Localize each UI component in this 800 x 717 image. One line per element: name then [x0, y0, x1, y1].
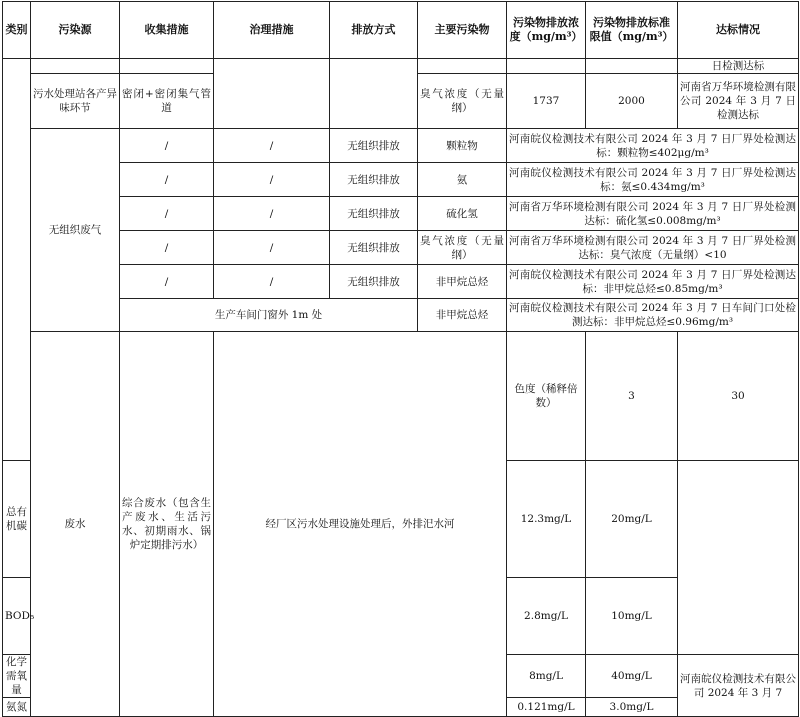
cell-status: 日检测达标 — [678, 59, 799, 74]
table-row — [3, 129, 799, 163]
cell-discharge: 无组织排放 — [330, 129, 418, 163]
cell-status: 河南皖仪检测技术有限公司 2024 年 3 月 7 — [678, 655, 799, 717]
cell-status: 河南皖仪检测技术有限公司 2024 年 3 月 7 日车间门口处检测达标：非甲烷总烃≤0.96mg/m³ — [507, 299, 799, 332]
category-cell-exhaust — [3, 59, 31, 461]
cell-pollutant: 非甲烷总烃 — [418, 299, 507, 332]
cell-status: 河南皖仪检测技术有限公司 2024 年 3 月 7 日厂界处检测达标：非甲烷总烃≤0.85mg/m³ — [507, 265, 799, 299]
cell-treatment: / — [214, 163, 330, 197]
cell-collection: / — [120, 163, 214, 197]
cell-pollutant: 氨氮 — [3, 698, 31, 717]
cell-collection — [120, 59, 214, 74]
cell-workshop-measure: 生产车间门窗外 1m 处 — [120, 299, 418, 332]
header-row — [3, 2, 799, 59]
cell-pollutant: 化学需氧量 — [3, 655, 31, 698]
cell-treatment: / — [214, 129, 330, 163]
cell-pollutant: 氨 — [418, 163, 507, 197]
cell-pollutant: 硫化氢 — [418, 197, 507, 231]
header-source: 污染源 — [31, 2, 120, 59]
header-category: 类别 — [3, 2, 31, 59]
cell-source — [31, 59, 120, 74]
cell-treatment: / — [214, 265, 330, 299]
cell-discharge: 无组织排放 — [330, 265, 418, 299]
cell-treatment — [214, 59, 330, 129]
cell-pollutant: 臭气浓度（无量纲） — [418, 231, 507, 265]
cell-discharge — [330, 59, 418, 129]
cell-status: 河南省万华环境检测有限公司 2024 年 3 月 7 日厂界处检测达标：臭气浓度（无量纲）<10 — [507, 231, 799, 265]
emission-table — [2, 1, 799, 717]
cell-status: 河南省万华环境检测有限公司 2024 年 3 月 7 日检测达标 — [678, 74, 799, 129]
table-row — [3, 59, 799, 74]
header-discharge: 排放方式 — [330, 2, 418, 59]
header-concentration: 污染物排放浓度（mg/m³） — [507, 2, 586, 59]
cell-limit: 30 — [678, 332, 799, 461]
cell-pollutant: 非甲烷总烃 — [418, 265, 507, 299]
table-row — [3, 265, 799, 299]
cell-collection: / — [120, 231, 214, 265]
cell-status: 河南皖仪检测技术有限公司 2024 年 3 月 7 日厂界处检测达标：颗粒物≤402μg/m³ — [507, 129, 799, 163]
cell-concentration: 8mg/L — [507, 655, 586, 698]
cell-pollutant: 臭气浓度（无量纲） — [418, 74, 507, 129]
cell-pollutant — [418, 59, 507, 74]
cell-pollutant: 颗粒物 — [418, 129, 507, 163]
header-collection: 收集措施 — [120, 2, 214, 59]
cell-collection: / — [120, 265, 214, 299]
table-row — [3, 163, 799, 197]
cell-discharge: 无组织排放 — [330, 163, 418, 197]
table-row — [3, 332, 799, 461]
cell-source-fugitive: 无组织废气 — [31, 129, 120, 332]
cell-discharge: 无组织排放 — [330, 231, 418, 265]
cell-collection: 密闭+密闭集气管道 — [120, 74, 214, 129]
cell-collection: / — [120, 197, 214, 231]
cell-concentration: 12.3mg/L — [507, 461, 586, 578]
cell-limit: 3.0mg/L — [586, 698, 678, 717]
cell-wastewater-measure: 经厂区污水处理设施处理后，外排汜水河 — [214, 332, 507, 717]
cell-source-wastewater: 综合废水（包含生产废水、生活污水、初期雨水、锅炉定期排污水） — [120, 332, 214, 717]
header-status: 达标情况 — [678, 2, 799, 59]
header-treatment: 治理措施 — [214, 2, 330, 59]
category-cell-wastewater: 废水 — [31, 332, 120, 717]
table-row — [3, 299, 799, 332]
cell-pollutant: BOD₅ — [3, 578, 31, 655]
cell-concentration: 2.8mg/L — [507, 578, 586, 655]
cell-limit — [586, 59, 678, 74]
cell-limit: 2000 — [586, 74, 678, 129]
cell-source: 污水处理站各产异味环节 — [31, 74, 120, 129]
cell-limit: 10mg/L — [586, 578, 678, 655]
table-row — [3, 197, 799, 231]
cell-concentration: 3 — [586, 332, 678, 461]
cell-limit: 20mg/L — [586, 461, 678, 578]
cell-concentration: 0.121mg/L — [507, 698, 586, 717]
cell-status: 河南省万华环境检测有限公司 2024 年 3 月 7 日厂界处检测达标：硫化氢≤0.008mg/m³ — [507, 197, 799, 231]
cell-treatment: / — [214, 231, 330, 265]
cell-concentration — [507, 59, 586, 74]
cell-concentration: 1737 — [507, 74, 586, 129]
table-row — [3, 231, 799, 265]
cell-limit: 40mg/L — [586, 655, 678, 698]
cell-treatment: / — [214, 197, 330, 231]
cell-pollutant: 色度（稀释倍数） — [507, 332, 586, 461]
header-pollutant: 主要污染物 — [418, 2, 507, 59]
cell-discharge: 无组织排放 — [330, 197, 418, 231]
header-limit: 污染物排放标准限值（mg/m³） — [586, 2, 678, 59]
cell-status: 河南皖仪检测技术有限公司 2024 年 3 月 7 日厂界处检测达标：氨≤0.434mg/m³ — [507, 163, 799, 197]
cell-collection: / — [120, 129, 214, 163]
cell-pollutant: 总有机碳 — [3, 461, 31, 578]
